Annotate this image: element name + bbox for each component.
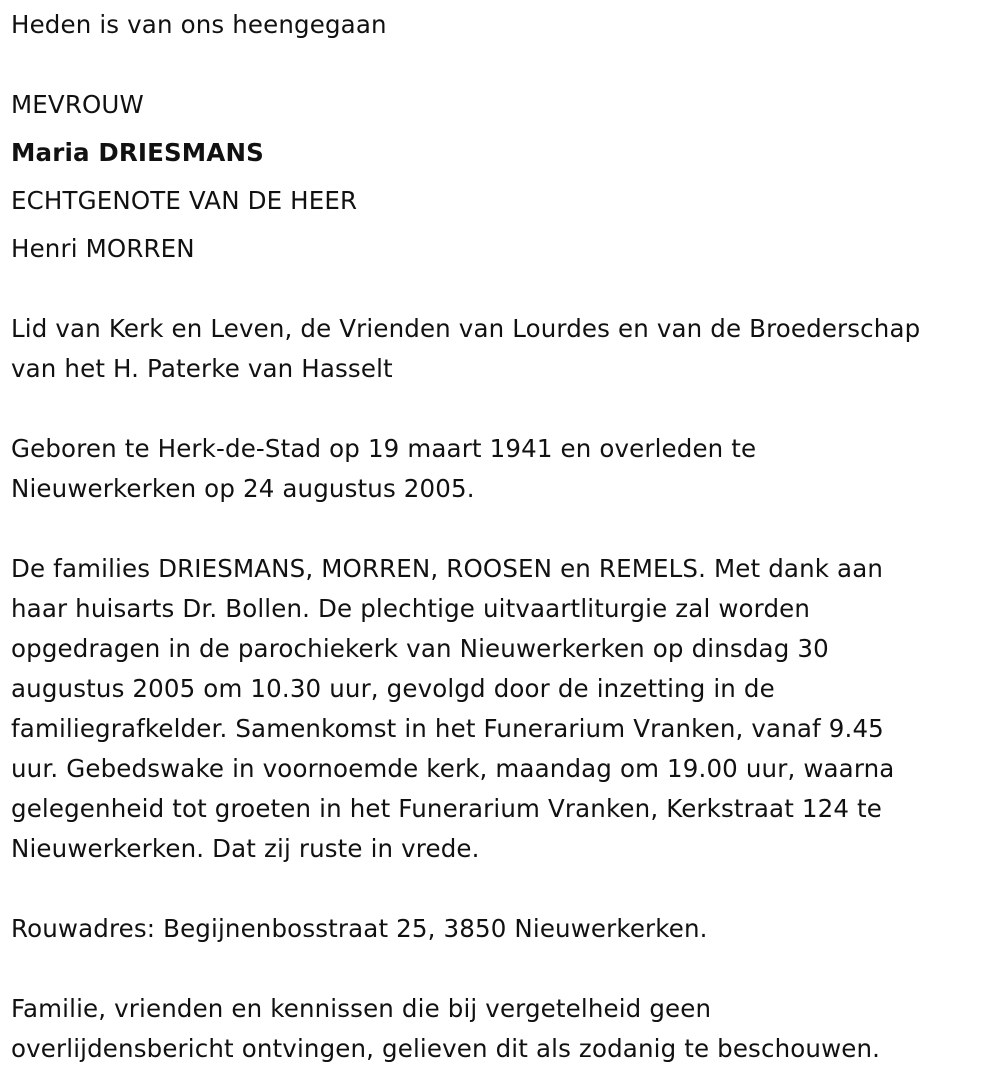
birth-death-line: Nieuwerkerken op 24 augustus 2005.	[11, 474, 475, 503]
families-line: De families DRIESMANS, MORREN, ROOSEN en REMELS. Met dank aan	[11, 554, 884, 583]
families-line: haar huisarts Dr. Bollen. De plechtige uitvaartliturgie zal worden	[11, 594, 811, 623]
families-line: uur. Gebedswake in voornoemde kerk, maandag om 19.00 uur, waarna	[11, 754, 895, 783]
relation-text: ECHTGENOTE VAN DE HEER	[11, 186, 358, 215]
membership-line: Lid van Kerk en Leven, de Vrienden van Lourdes en van de Broederschap	[11, 314, 921, 343]
mourning-address: Rouwadres: Begijnenbosstraat 25, 3850 Nieuwerkerken.	[11, 914, 708, 943]
families-line: gelegenheid tot groeten in het Funerarium Vranken, Kerkstraat 124 te	[11, 794, 883, 823]
title-text: MEVROUW	[11, 90, 144, 119]
closing-line: overlijdensbericht ontvingen, gelieven dit als zodanig te beschouwen.	[11, 1034, 881, 1063]
birth-death-line: Geboren te Herk-de-Stad op 19 maart 1941 en overleden te	[11, 434, 757, 463]
deceased-name: Maria DRIESMANS	[11, 138, 264, 167]
families-line: opgedragen in de parochiekerk van Nieuwerkerken op dinsdag 30	[11, 634, 829, 663]
families-line: familiegrafkelder. Samenkomst in het Funerarium Vranken, vanaf 9.45	[11, 714, 884, 743]
intro-text: Heden is van ons heengegaan	[11, 10, 387, 39]
spouse-name: Henri MORREN	[11, 234, 195, 263]
families-line: Nieuwerkerken. Dat zij ruste in vrede.	[11, 834, 480, 863]
families-line: augustus 2005 om 10.30 uur, gevolgd door de inzetting in de	[11, 674, 775, 703]
closing-line: Familie, vrienden en kennissen die bij vergetelheid geen	[11, 994, 712, 1023]
membership-line: van het H. Paterke van Hasselt	[11, 354, 393, 383]
